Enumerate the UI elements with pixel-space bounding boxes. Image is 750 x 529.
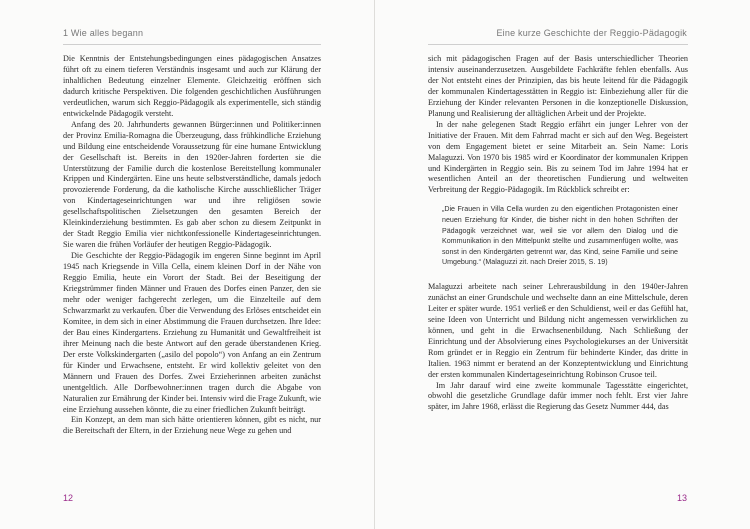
paragraph: Ein Konzept, an dem man sich hätte orientieren können, gibt es nicht, nur die Bereitschaft der Eltern, in der Erziehung neue Wege zu gehen und <box>63 415 321 436</box>
paragraph: In der nahe gelegenen Stadt Reggio erfährt ein junger Lehrer von der Initiative der Frauen. Mit dem Fahrrad macht er sich auf den Weg. Begeistert von dem Engagement bietet er seine Mitarbeit an. Sein Name: Loris Malaguzzi. Von 1970 bis 1985 wird er Koordinator der kommunalen Krippen und Kindergärten in Reggio sein. Bis zu seinem Tod im Jahre 1994 hat er wesentlichen Anteil an der theoretischen Fundierung und weltweiten Verbreitung der Reggio-Pädagogik. Im Rückblick schreibt er: <box>428 119 688 195</box>
header-rule <box>63 44 321 45</box>
right-body-text <box>428 54 688 413</box>
paragraph: Im Jahr darauf wird eine zweite kommunale Tagesstätte eingerichtet, obwohl die gesetzliche Grundlage dafür immer noch fehlt. Erst vier Jahre später, im Jahre 1968, erlässt die Regierung das Gesetz Nummer 444, das <box>428 380 688 412</box>
paragraph: Anfang des 20. Jahrhunderts gewannen Bürger:innen und Politiker:innen der Provinz Emilia-Romagna die Überzeugung, dass frühkindliche Erziehung und Bildung eine entscheidende Voraussetzung für eine humane Entwicklung der Gesellschaft ist. Bereits in den 1920er-Jahren forderten sie die Unterstützung der Familie durch die kostenlose Bereitstellung kommunaler Krippen und Kindergärten. Eine uns heute selbstverständliche, damals jedoch provozierende Forderung, da die katholische Kirche ausschließlicher Träger von Kindertageseinrichtungen war und ihre religiösen sowie gesellschaftspolitischen Zielsetzungen den gesamten Bereich der Kleinkinderziehung bestimmten. Es gab aber schon zu diesem Zeitpunkt in der Stadt Reggio Emilia vier nichtkonfessionelle Kindertageseinrichtungen. Sie waren die frühen Vorläufer der heutigen Reggio-Pädagogik. <box>63 119 321 250</box>
paragraph: sich mit pädagogischen Fragen auf der Basis unterschiedlicher Theorien intensiv auseinanderzusetzen. Ausgebildete Fachkräfte fehlen ebenfalls. Aus der Not entsteht eines der Prinzipien, das bis heute leitend für die Pädagogik der kommunalen Kindertagesstätten in Reggio ist: Einbeziehung aller für die Erziehung der Kinder relevanten Personen in die konzeptionelle Diskussion, Planung und Realisierung der alltäglichen Arbeit und der Projekte. <box>428 54 688 118</box>
block-quote: „Die Frauen in Villa Cella wurden zu den eigentlichen Protagonisten einer neuen Erziehung für Kinder, die bisher nicht in den hohen Schriften der Pädagogik verzeichnet war, weil sie vor allem den Dialog und die Kommunikation in den Mittelpunkt stellte und zusammenfügen wollte, was sonst in den Kindergärten getrennt war, das Kind, seine Familie und seine Umgebung.“ (Malaguzzi zit. nach Dreier 2015, S. 19) <box>442 205 678 267</box>
left-body-text <box>63 54 321 437</box>
page-number: 12 <box>63 493 74 503</box>
right-page <box>375 0 750 529</box>
running-head-chapter: 1 Wie alles begann <box>63 28 144 38</box>
header-rule <box>428 44 688 45</box>
page-number: 13 <box>676 493 687 503</box>
paragraph: Malaguzzi arbeitete nach seiner Lehrerausbildung in den 1940er-Jahren zunächst an einer Grundschule und wechselte dann an eine Mittelschule, deren Leiter er später wurde. 1951 verließ er den Schuldienst, weil er das Gefühl hat, seine Ideen von Unterricht und Bildung nicht angemessen verwirklichen zu können, und geht in die Erwachsenenbildung. Nach Schließung der Einrichtung und der Absolvierung eines Psychologiekurses an der Universität Rom gründet er in Reggio ein Zentrum für behinderte Kinder, das dritte in Italien. 1963 nimmt er beratend an der Konzeptentwicklung und Einrichtung der ersten kommunalen Kindertageseinrichtung Robinson Crusoe teil. <box>428 281 688 379</box>
running-head-section: Eine kurze Geschichte der Reggio-Pädagogik <box>496 28 687 38</box>
paragraph: Die Geschichte der Reggio-Pädagogik im engeren Sinne beginnt im April 1945 nach Kriegsende in Villa Cella, einem kleinen Dorf in der Nähe von Reggio Emilia, heute ein Vorort der Stadt. Bei der Beseitigung der Kriegstrümmer finden Männer und Frauen des Dorfes einen Panzer, den sie mehr oder weniger fachgerecht zerlegen, um die Einzelteile auf dem Schwarzmarkt zu verkaufen. Über die Verwendung des Erlöses entscheidet ein Komitee, in dem sich in einer Abstimmung die Frauen durchsetzen. Ihre Idee: der Bau eines Kindergartens. Erziehung zu Humanität und Gewaltfreiheit ist ihrer Meinung nach die beste Antwort auf den gerade überstandenen Krieg. Der erste Volkskindergarten („asilo del popolo“) von Anfang an ein Zentrum für Kinder und Erwachsene, entsteht. Er wird kollektiv geleitet von den Männern und Frauen des Dorfes. Zwei Erzieherinnen arbeiten zunächst unentgeltlich. Alle Dorfbewohner:innen tragen durch die Abgabe von Naturalien zur Ernährung der Kinder bei. Intensiv wird die Frage Zukunft, wie eine Erziehung aussehen könnte, die zu einer friedlichen Zukunft beiträgt. <box>63 251 321 414</box>
paragraph: Die Kenntnis der Entstehungsbedingungen eines pädagogischen Ansatzes führt oft zu einem tieferen Verständnis insgesamt und auch zur Klärung der inhaltlichen Bedeutung einzelner Elemente. Gleichzeitig eröffnen sich dadurch kritische Perspektiven. Die folgenden geschichtlichen Ausführungen verdeutlichen, warum sich Reggio-Pädagogik als experimentelle, sich ständig entwickelnde Pädagogik versteht. <box>63 54 321 118</box>
